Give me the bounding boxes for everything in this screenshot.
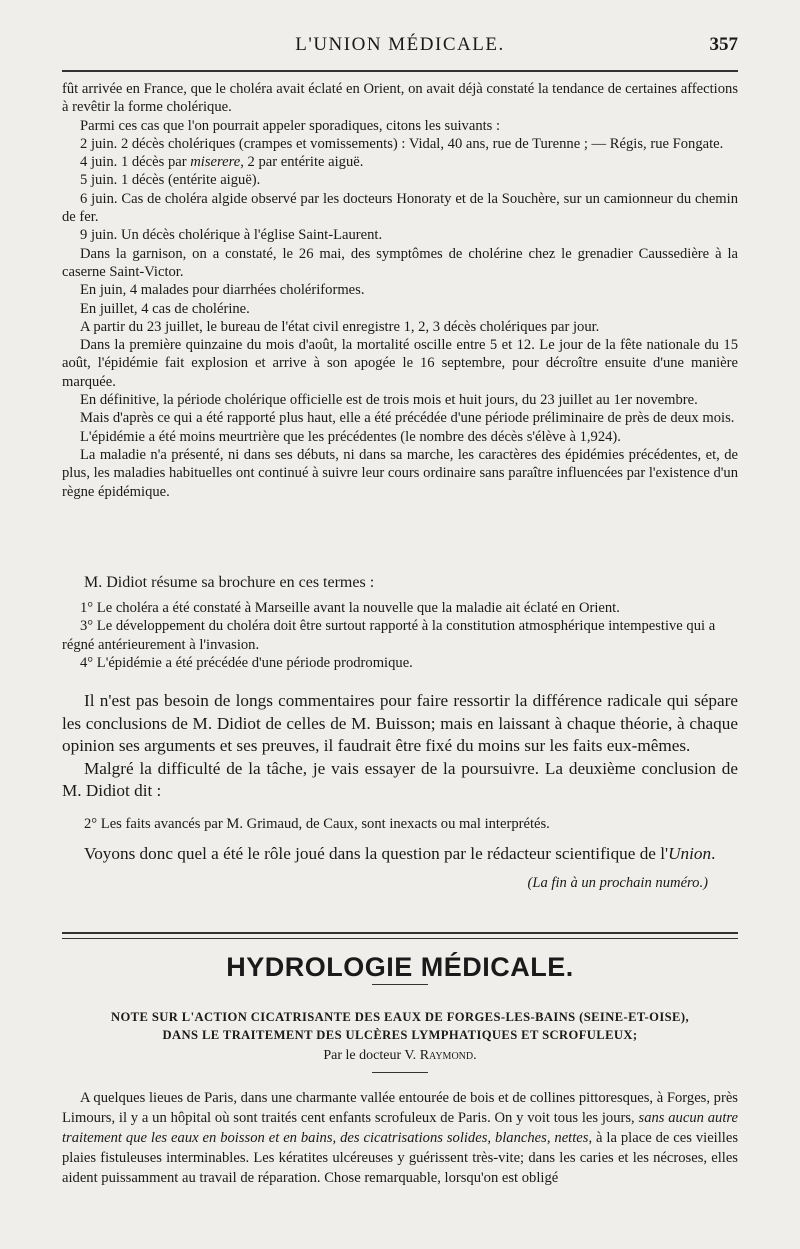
entry-italic: miserere	[190, 154, 241, 171]
didiot-resume	[62, 573, 738, 672]
date-entry: 9 juin. Un décès cholérique à l'église Saint-Laurent.	[80, 227, 383, 244]
date-entry	[62, 153, 738, 171]
paragraph-text: Voyons donc quel a été le rôle joué dans la question par le rédacteur scientifique de l'	[84, 844, 669, 863]
resume-points	[62, 599, 738, 672]
resume-point: 4° L'épidémie a été précédée d'une période prodromique.	[80, 654, 413, 671]
continuation-note: (La fin à un prochain numéro.)	[527, 874, 708, 891]
article-title-line: NOTE SUR L'ACTION CICATRISANTE DES EAUX DE FORGES-LES-BAINS (SEINE-ET-OISE),	[110, 1010, 689, 1024]
resume-intro: M. Didiot résume sa brochure en ces termes :	[84, 574, 375, 591]
paragraph: Malgré la difficulté de la tâche, je vais essayer de la poursuivre. La deuxième conclusion de M. Didiot dit :	[62, 758, 738, 800]
paragraph: Parmi ces cas que l'on pourrait appeler sporadiques, citons les suivants :	[80, 117, 501, 134]
date-entry: 2 juin. 2 décès cholériques (crampes et vomissements) : Vidal, 40 ans, rue de Turenne ; — Régis, rue Fongate.	[80, 135, 724, 152]
paragraph-italic: sans aucun autre traitement que les eaux en boisson et en bains, des cicatrisations solides, blanches, nettes	[62, 1110, 738, 1146]
paragraph: La maladie n'a présenté, ni dans ses débuts, ni dans sa marche, les caractères des épidémies précédentes, et, de plus, les maladies habituelles ont continué à suivre leur cours ordinaire sans paraître influencées par l'existence d'un règne épidémique.	[62, 446, 738, 500]
title-rule	[372, 984, 428, 985]
running-head	[62, 34, 738, 62]
paragraph: Dans la première quinzaine du mois d'août, la mortalité oscille entre 5 et 12. Le jour de la fête nationale du 15 août, l'épidémie fait explosion et arrive à son apogée le 16 septembre, pour décroître ensuite d'une manière marquée.	[62, 337, 738, 390]
article-title-line: DANS LE TRAITEMENT DES ULCÈRES LYMPHATIQUES ET SCROFULEUX;	[162, 1028, 638, 1042]
byline-rule	[372, 1072, 428, 1073]
resume-point: 3° Le développement du choléra doit être surtout rapporté à la constitution atmosphérique intempestive qui a régné antérieurement à l'invasion.	[62, 618, 716, 653]
date-entry: 6 juin. Cas de choléra algide observé par les docteurs Honoraty et de la Souchère, sur un camionneur du chemin de fer.	[62, 190, 738, 226]
commentary	[62, 690, 738, 894]
paragraph: A partir du 23 juillet, le bureau de l'état civil enregistre 1, 2, 3 décès cholériques par jour.	[80, 318, 600, 335]
header-rule	[62, 70, 738, 72]
byline-text: Par le docteur V.	[323, 1048, 420, 1063]
section-divider	[62, 932, 738, 939]
article-body	[62, 1088, 738, 1188]
byline-text: .	[473, 1048, 477, 1063]
paragraph-text: .	[711, 844, 716, 863]
paragraph-text: A quelques lieues de Paris, dans une charmante vallée entourée de bois et de collines pittoresques, à Forges, près Limours, il y a un hôpital où sont traités cent enfants scrofuleux de Paris. On y voit tous les jours,	[62, 1090, 738, 1126]
byline	[62, 1048, 738, 1064]
paragraph: fût arrivée en France, que le choléra avait éclaté en Orient, on avait déjà constaté la tendance de certaines affections à revêtir la forme cholérique.	[62, 81, 738, 116]
running-title: L'UNION MÉDICALE.	[295, 34, 505, 55]
resume-point: 1° Le choléra a été constaté à Marseille avant la nouvelle que la maladie ait éclaté en Orient.	[80, 600, 620, 616]
quoted-conclusion: 2° Les faits avancés par M. Grimaud, de Caux, sont inexacts ou mal interprétés.	[84, 815, 550, 832]
journal-name: Union	[668, 844, 712, 863]
author-name: Raymond	[419, 1048, 474, 1063]
paragraph: Mais d'après ce qui a été rapporté plus haut, elle a été précédée d'une période préliminaire de près de deux mois.	[80, 410, 735, 427]
article-title	[62, 1008, 738, 1044]
paragraph: En définitive, la période cholérique officielle est de trois mois et huit jours, du 23 juillet au 1er novembre.	[80, 392, 698, 409]
entry-text: , 2 par entérite aiguë.	[240, 154, 364, 171]
date-entry: 5 juin. 1 décès (entérite aiguë).	[80, 172, 261, 189]
paragraph: En juin, 4 malades pour diarrhées cholériformes.	[80, 282, 365, 299]
entry-text: 4 juin. 1 décès par	[80, 154, 191, 171]
paragraph: L'épidémie a été moins meurtrière que les précédentes (le nombre des décès s'élève à 1,924).	[80, 428, 621, 445]
paragraph-text: , à la place de ces vieilles plaies fistuleuses interminables. Les kératites ulcéreuses y guérissent très-vite; dans les caries et les nécroses, elles aident puissamment au travail de réparation. Chose remarquable, lorsqu'on est obligé	[62, 1130, 738, 1186]
paragraph: En juillet, 4 cas de cholérine.	[80, 300, 250, 317]
page-number: 357	[709, 34, 738, 55]
section-title: HYDROLOGIE MÉDICALE.	[226, 952, 574, 982]
paragraph: Dans la garnison, on a constaté, le 26 mai, des symptômes de cholérine chez le grenadier Caussedière à la caserne Saint-Victor.	[62, 245, 738, 280]
paragraph: Il n'est pas besoin de longs commentaires pour faire ressortir la différence radicale qui sépare les conclusions de M. Didiot de celles de M. Buisson; mais en laissant à chaque théorie, à chaque opinion ses arguments et ses preuves, il faudrait être fixé du moins sur les faits eux-mêmes.	[62, 691, 738, 755]
paragraph	[62, 843, 738, 866]
cholera-chronology	[62, 80, 738, 501]
paragraph	[62, 1088, 738, 1188]
